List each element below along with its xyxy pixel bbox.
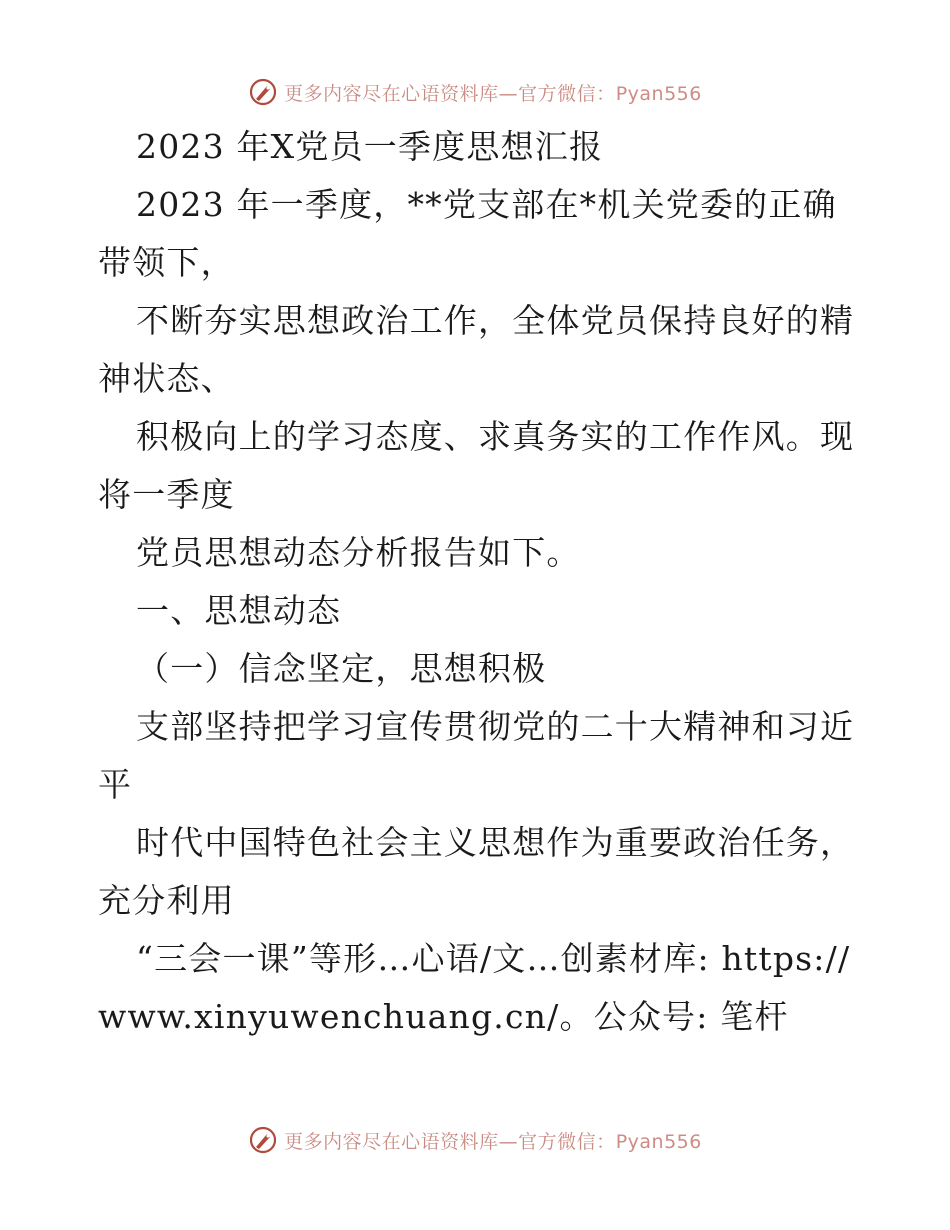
paragraph: “三会一课”等形…心语/文…创素材库: https://www.xinyuwenchuang.cn/。公众号: 笔杆 (98, 939, 851, 1036)
paragraph: 党员思想动态分析报告如下。 (136, 533, 581, 572)
watermark-wechat-id: Pyan556 (615, 1130, 702, 1153)
paragraph: 支部坚持把学习宣传贯彻党的二十大精神和习近平 (98, 707, 855, 804)
pen-nib-circle-icon (248, 77, 278, 107)
paragraph: 2023 年一季度，**党支部在*机关党委的正确带领下， (98, 185, 837, 282)
subsection-heading: （一）信念坚定，思想积极 (136, 649, 547, 688)
document-title: 2023 年X党员一季度思想汇报 (136, 127, 604, 166)
watermark-wechat-label: 官方微信： (518, 82, 616, 105)
watermark-dash: — (498, 82, 519, 105)
watermark-text (284, 1127, 702, 1154)
paragraph: 不断夯实思想政治工作，全体党员保持良好的精神状态、 (98, 301, 855, 398)
document-body (98, 118, 858, 1046)
footer-watermark (0, 1120, 950, 1160)
watermark-text (284, 79, 702, 106)
section-heading: 一、思想动态 (136, 591, 342, 630)
watermark-site-text: 更多内容尽在心语资料库 (284, 1130, 499, 1153)
paragraph: 时代中国特色社会主义思想作为重要政治任务，充分利用 (98, 823, 855, 920)
header-watermark (0, 72, 950, 112)
watermark-wechat-id: Pyan556 (615, 82, 702, 105)
watermark-site-text: 更多内容尽在心语资料库 (284, 82, 499, 105)
watermark-dash: — (498, 1130, 519, 1153)
paragraph: 积极向上的学习态度、求真务实的工作作风。现将一季度 (98, 417, 855, 514)
pen-nib-circle-icon (248, 1125, 278, 1155)
watermark-wechat-label: 官方微信： (518, 1130, 616, 1153)
